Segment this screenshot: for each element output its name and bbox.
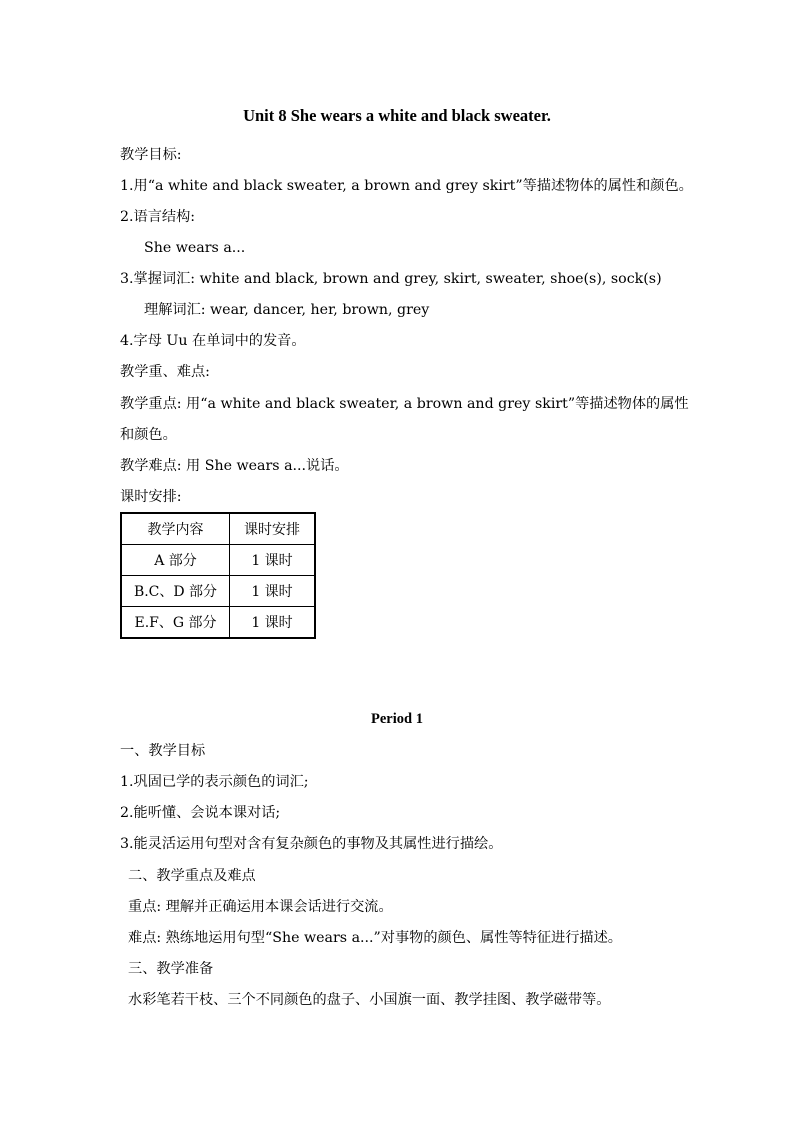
- table-row: [121, 545, 315, 576]
- period-section-3-heading: 三、教学准备: [128, 961, 214, 977]
- objective-item-1: 1.用“a white and black sweater, a brown and grey skirt”等描述物体的属性和颜色。: [120, 178, 693, 194]
- table-cell: E.F、G 部分: [121, 607, 230, 639]
- period-goal-2: 2.能听懂、会说本课对话;: [120, 805, 281, 821]
- objective-item-3-understand: 理解词汇: wear, dancer, her, brown, grey: [144, 302, 430, 318]
- objective-item-3: 3.掌握词汇: white and black, brown and grey, skirt, sweater, shoe(s), sock(s): [120, 271, 662, 287]
- table-cell: 1 课时: [230, 607, 316, 639]
- table-cell: A 部分: [121, 545, 230, 576]
- period-section-2-heading: 二、教学重点及难点: [128, 868, 256, 884]
- schedule-table: [120, 512, 316, 639]
- table-cell: 1 课时: [230, 545, 316, 576]
- objectives-heading: 教学目标:: [120, 147, 182, 163]
- table-row: [121, 576, 315, 607]
- table-row: [121, 607, 315, 639]
- period-goal-1: 1.巩固已学的表示颜色的词汇;: [120, 774, 309, 790]
- document-title: Unit 8 She wears a white and black sweater.: [243, 106, 551, 125]
- key-points-focus-line-2: 和颜色。: [120, 427, 177, 443]
- period-focus: 重点: 理解并正确运用本课会话进行交流。: [128, 899, 393, 915]
- table-cell: B.C、D 部分: [121, 576, 230, 607]
- table-header-cell: 教学内容: [121, 513, 230, 545]
- schedule-heading: 课时安排:: [120, 489, 182, 505]
- period-materials: 水彩笔若干枝、三个不同颜色的盘子、小国旗一面、教学挂图、教学磁带等。: [128, 992, 611, 1008]
- key-points-focus-line-1: 教学重点: 用“a white and black sweater, a brown and grey skirt”等描述物体的属性: [120, 396, 689, 412]
- key-points-heading: 教学重、难点:: [120, 364, 210, 380]
- objective-item-2-example: She wears a...: [144, 240, 246, 256]
- objective-item-2: 2.语言结构:: [120, 209, 196, 225]
- table-header-cell: 课时安排: [230, 513, 316, 545]
- period-difficulty: 难点: 熟练地运用句型“She wears a...”对事物的颜色、属性等特征进行描述。: [128, 930, 622, 946]
- key-points-difficulty: 教学难点: 用 She wears a...说话。: [120, 458, 349, 474]
- table-header-row: [121, 513, 315, 545]
- period-title: Period 1: [371, 711, 423, 727]
- table-cell: 1 课时: [230, 576, 316, 607]
- period-goal-3: 3.能灵活运用句型对含有复杂颜色的事物及其属性进行描绘。: [120, 836, 503, 852]
- period-section-1-heading: 一、教学目标: [120, 743, 206, 759]
- objective-item-4: 4.字母 Uu 在单词中的发音。: [120, 333, 306, 349]
